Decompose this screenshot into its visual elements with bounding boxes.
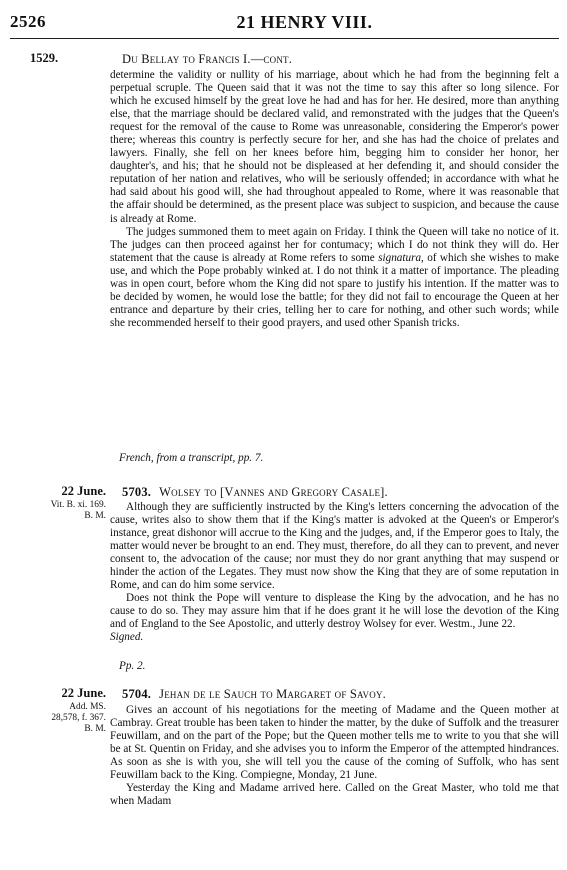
entry-5704-paragraph-2: Yesterday the King and Madame arrived here. Called on the Great Master, who told me that when Madam: [110, 782, 559, 808]
entry-5704-ref-1: Add. MS.: [69, 702, 106, 712]
entry-cont-paragraph-2: [110, 226, 559, 330]
entry-5703-signed: [110, 631, 559, 644]
entry-5703-ref-2: B. M.: [84, 511, 106, 521]
entry-5703-heading-line: [122, 485, 388, 500]
entry-5704-ref-2: 28,578, f. 367.: [51, 713, 106, 723]
page-number: 2526: [10, 12, 46, 31]
entry-5704-date: 22 June.: [61, 686, 106, 700]
italic-term: signatura: [378, 251, 422, 264]
entry-5703-paragraph-1: Although they are sufficiently instructed by the King's letters concerning the advocation of the cause, writes also to show them that if the King's matter is advoked at the Queen's or Emperor's instance, great dishonor will accrue to the King and the judges, and, if the Emperor goes to Italy, the matter would never be brought to an end. They must, therefore, do all they can to prevent, and never consent to, the advocation of the cause; nor must they do nor grant anything that may suspend or hinder the action of the Legates. They must now show the King that they are of some reputation in Rome, and can do him some service.: [110, 501, 560, 592]
margin-year: 1529.: [30, 51, 59, 65]
entry-5703-heading: Wolsey to [Vannes and Gregory Casale].: [159, 485, 388, 499]
header-rule: [10, 38, 559, 39]
entry-5703-number: 5703.: [122, 485, 152, 499]
running-title: 21 HENRY VIII.: [236, 12, 373, 32]
entry-5704-paragraph-1: Gives an account of his negotiations for the meeting of Madame and the Queen mother at Cambray. Great trouble has been taken to hinder the matter, by the duke of Suffolk and the treasurer Feuwillam, and on the part of the Pope; but the Queen mother tells me to write to you that she will be at St. Quentin on Friday, and she advises you to inform the Emperor of the attempted hindrances. As soon as she is with you, she will tell you the cause of the coming of Suffolk, who has sent Feuwillam back to the King. Compiegne, Monday, 21 June.: [110, 704, 559, 782]
entry-5703-date: 22 June.: [61, 484, 106, 498]
entry-5704-body: [110, 704, 559, 808]
page-header: [10, 8, 559, 38]
entry-5704-margin: [16, 686, 106, 735]
entry-5703-paragraph-2: Does not think the Pope will venture to displease the King by the advocation, and he has no cause to do so. They may assure him that if he does grant it he will lose the devotion of the King and of England to the See Apostolic, and utterly destroy Wolsey for ever. Westm., June 22.: [110, 592, 559, 631]
entry-5703-margin: [16, 484, 106, 522]
entry-5703-pages: Pp. 2.: [119, 660, 146, 672]
entry-cont-heading: Du Bellay to Francis I.—cont.: [122, 52, 293, 66]
entry-5703-body: [110, 501, 559, 645]
entry-cont-source: French, from a transcript, pp. 7.: [119, 452, 264, 464]
entry-cont-paragraph-1: determine the validity or nullity of his marriage, about which he had from the beginning felt a perpetual scruple. The Queen said that it was not the time to say this after so long silence. For which he excused himself by the great love he had and has for her. He desired, more than anything else, that the marriage should be declared valid, and remonstrated with the judges that the Queen's request for the removal of the cause to Rome was unreasonable, considering the Emperor's power there; whereas this country is perfectly secure for her, and she has had the choice of prelates and lawyers. Finally, she fell on her knees before him, begging him to consider her honor, her daughter's, and his; that he should not be displeased at her defending it, and should consider the reputation of her nation and relatives, who will be seriously offended; in accordance with what he had said about his good will, she had throughout appealed to Rome, where it was reasonable that the affair should be determined, as the present place was subject to suspicion, and because the cause is already at Rome.: [110, 69, 559, 225]
entry-cont-body: [110, 69, 559, 330]
entry-5704-ref-3: B. M.: [84, 724, 106, 734]
entry-5704-heading-line: [122, 687, 386, 702]
entry-5704-number: 5704.: [122, 687, 152, 701]
entry-cont-paragraph-2-text: The judges summoned them to meet again on Friday. I think the Queen will take no notice of it. The judges can then proceed against her for contumacy; which I do not think they will do. Her statement that the cause is already at Rome refers to some signatura, of which she wishes to make use, and which the Pope probably winked at. I do not think it a matter of importance. The pleading was in open court, before whom the King did not spare to justify his intention. If the matter was to be decided by women, he would lose the battle; for they did not fail to encourage the Queen at her entrance and departure by their cries, telling her to care for nothing, and other such words; while she recommended herself to their good prayers, and used other Spanish tricks.: [110, 225, 559, 329]
entry-5703-ref-1: Vit. B. xi. 169.: [50, 500, 106, 510]
entry-5703-signed-text: Signed.: [110, 631, 144, 644]
entry-5704-heading: Jehan de le Sauch to Margaret of Savoy.: [159, 687, 386, 701]
